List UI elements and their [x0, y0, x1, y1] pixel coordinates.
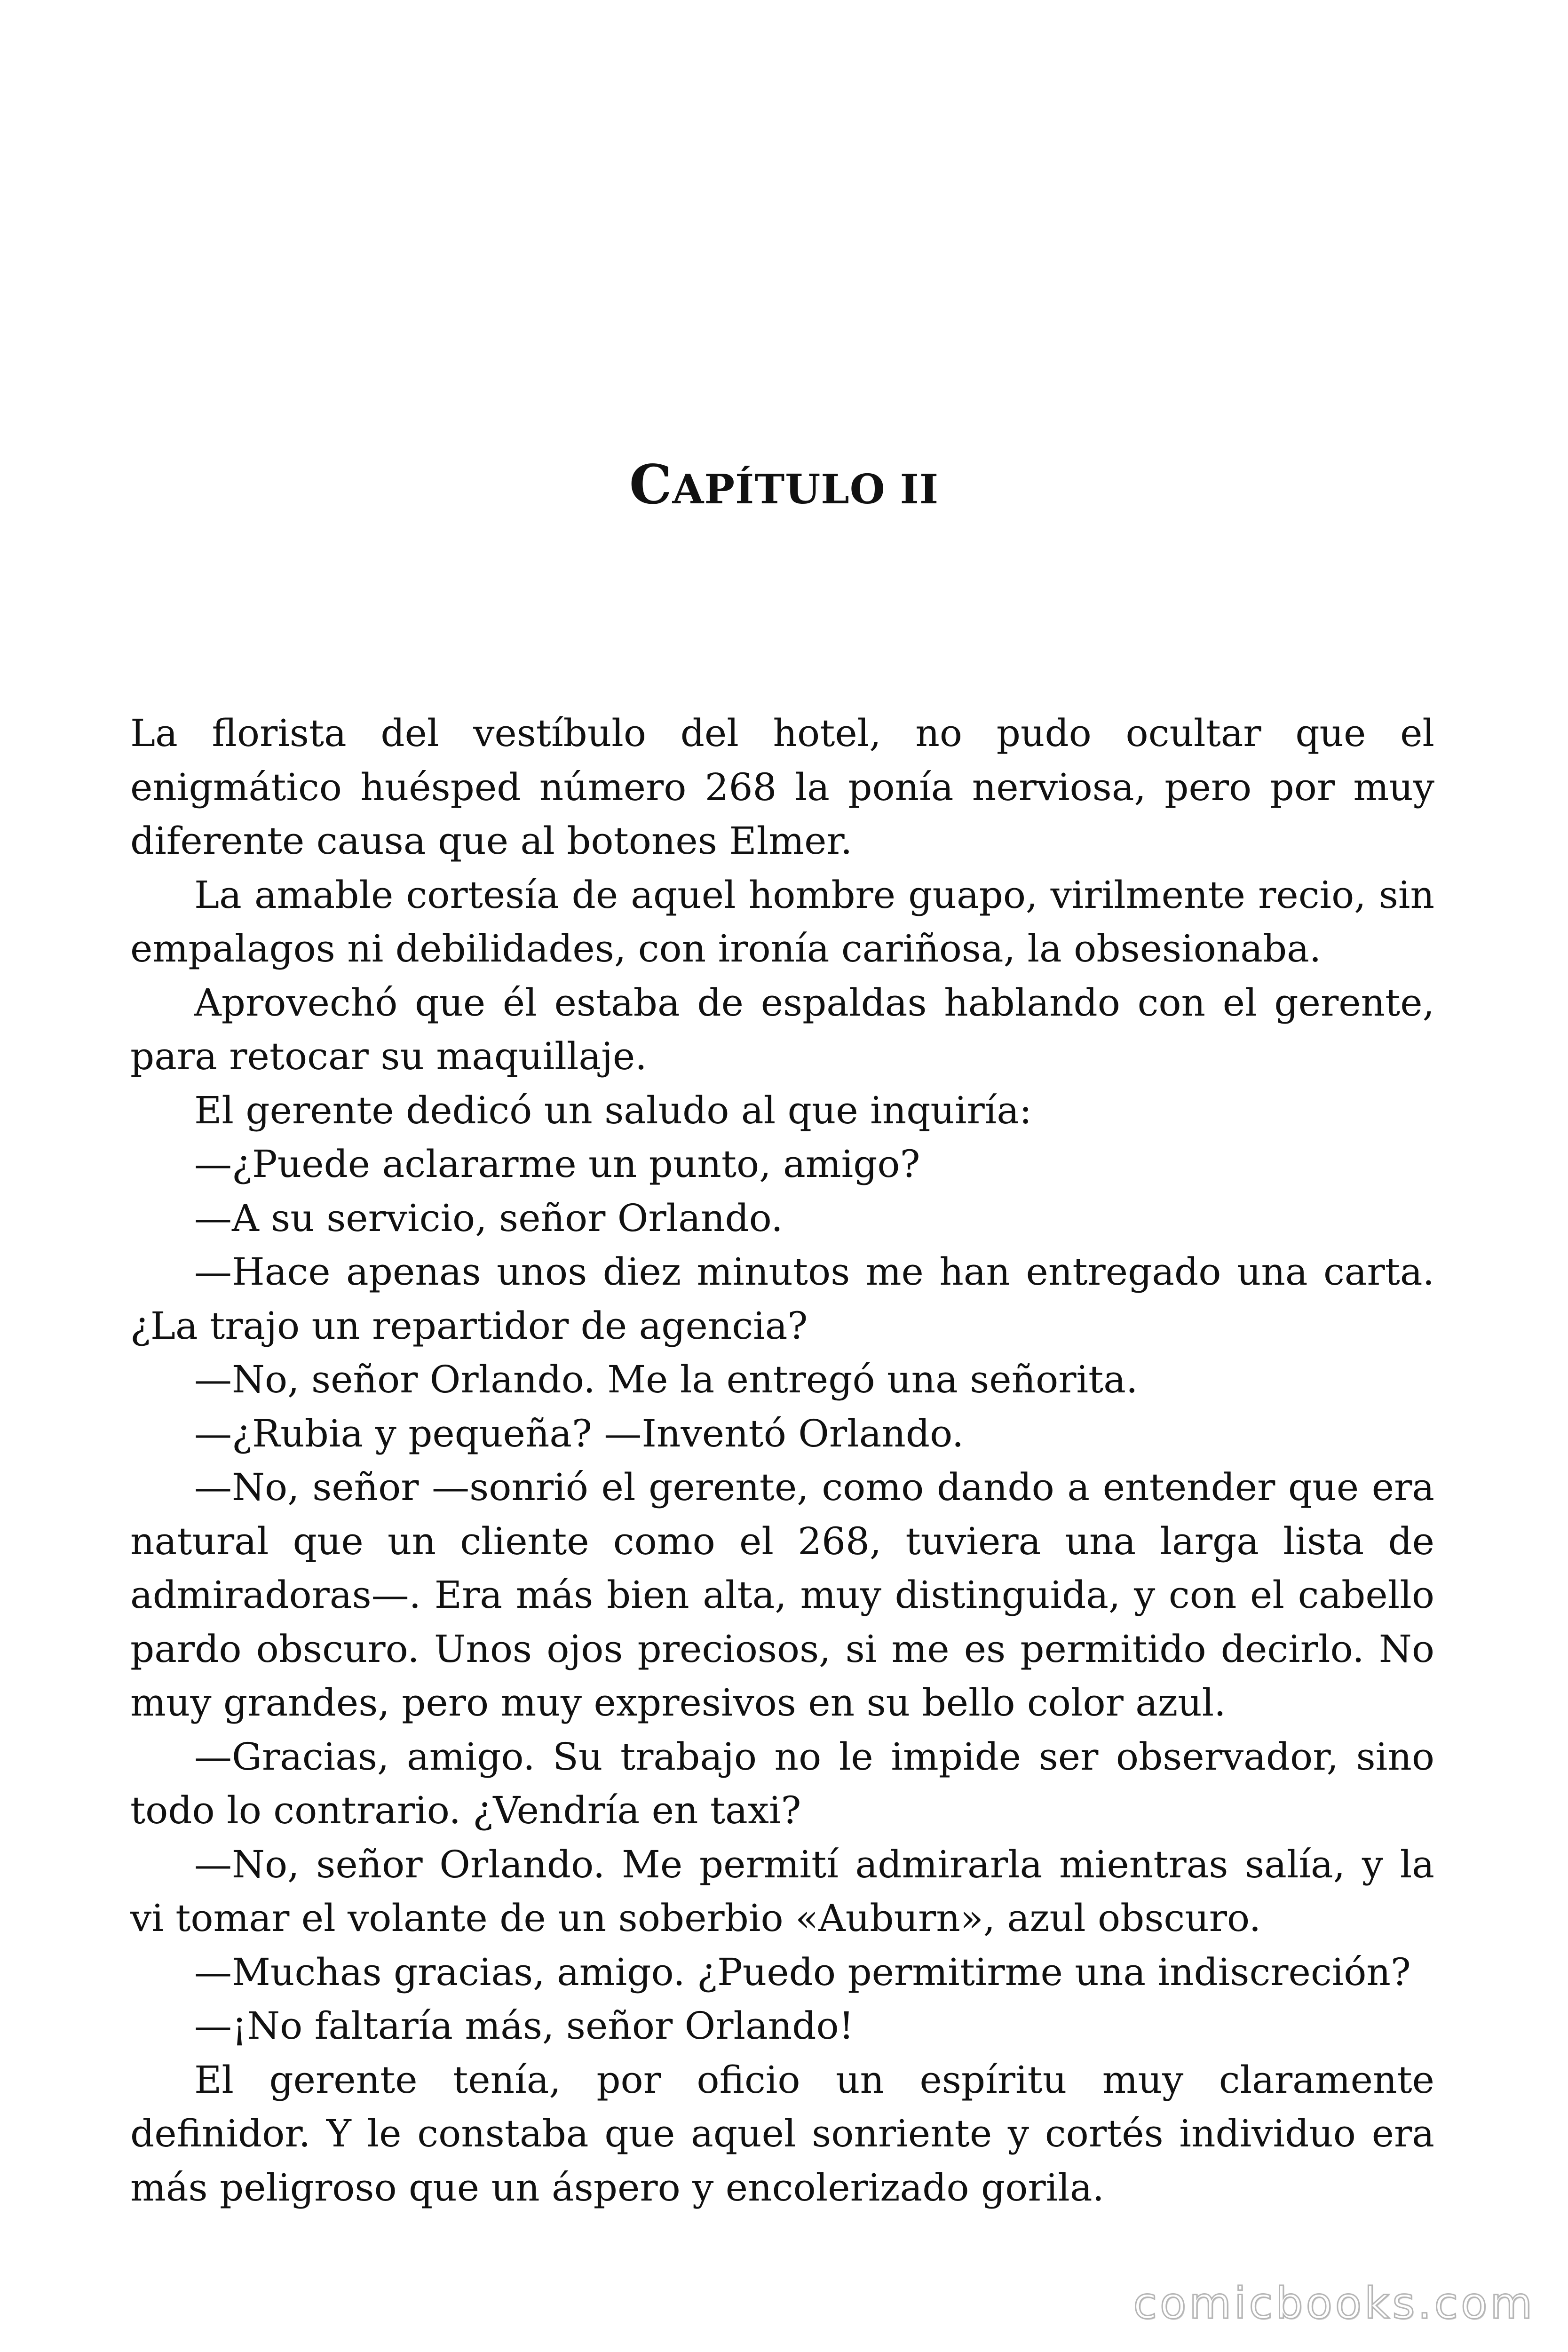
- dialogue-line: —Hace apenas unos diez minutos me han entregado una carta. ¿La trajo un repartidor de agencia?: [130, 1250, 1434, 1348]
- chapter-title-initial: C: [629, 453, 673, 516]
- watermark: comicbooks.com: [1133, 2278, 1535, 2328]
- dialogue-line: —No, señor Orlando. Me la entregó una señorita.: [194, 1358, 1138, 1401]
- dialogue-line: —A su servicio, señor Orlando.: [194, 1196, 783, 1240]
- paragraph: El gerente dedicó un saludo al que inquiría:: [194, 1088, 1032, 1132]
- dialogue-line: —Gracias, amigo. Su trabajo no le impide ser observador, sino todo lo contrario. ¿Vendría en taxi?: [130, 1734, 1434, 1832]
- dialogue-line: —No, señor —sonrió el gerente, como dando a entender que era natural que un cliente como el 268, tuviera una larga lista de admiradoras—. Era más bien alta, muy distinguida, y con el cabello pardo obscuro. Unos ojos preciosos, si me es permitido decirlo. No muy grandes, pero muy expresivos en su bello color azul.: [130, 1465, 1434, 1724]
- paragraph: El gerente tenía, por oficio un espíritu muy claramente definidor. Y le constaba que aquel sonriente y cortés individuo era más peligroso que un áspero y encolerizado gorila.: [130, 2058, 1434, 2209]
- chapter-body: [130, 707, 1434, 2215]
- chapter-title: [0, 452, 1568, 523]
- paragraph: Aprovechó que él estaba de espaldas hablando con el gerente, para retocar su maquillaje.: [130, 980, 1434, 1078]
- dialogue-line: —No, señor Orlando. Me permití admirarla mientras salía, y la vi tomar el volante de un soberbio «Auburn», azul obscuro.: [130, 1842, 1434, 1940]
- paragraph: La amable cortesía de aquel hombre guapo, virilmente recio, sin empalagos ni debilidades, con ironía cariñosa, la obsesionaba.: [130, 873, 1434, 970]
- paragraph: La florista del vestíbulo del hotel, no pudo ocultar que el enigmático huésped número 268 la ponía nerviosa, pero por muy diferente causa que al botones Elmer.: [130, 711, 1434, 863]
- dialogue-line: —¿Rubia y pequeña? —Inventó Orlando.: [194, 1411, 964, 1455]
- dialogue-line: —Muchas gracias, amigo. ¿Puedo permitirme una indiscreción?: [194, 1950, 1411, 1994]
- dialogue-line: —¿Puede aclararme un punto, amigo?: [194, 1142, 920, 1186]
- dialogue-line: —¡No faltaría más, señor Orlando!: [194, 2004, 854, 2048]
- chapter-title-rest: APÍTULO II: [672, 466, 939, 513]
